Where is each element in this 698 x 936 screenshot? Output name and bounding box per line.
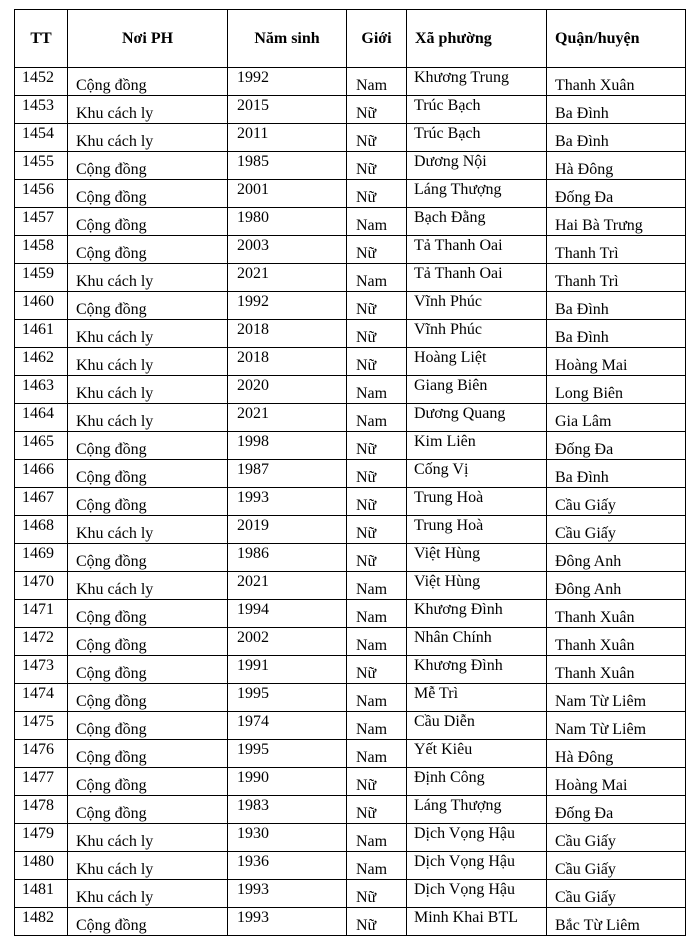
cell-tt: 1466 [15, 460, 68, 488]
cell-noi-ph: Cộng đồng [68, 600, 228, 628]
cell-quan-huyen: Cầu Giấy [547, 852, 686, 880]
table-row [15, 460, 686, 488]
cell-nam-sinh: 1995 [228, 684, 347, 712]
cell-tt: 1482 [15, 908, 68, 936]
header-gioi: Giới [347, 10, 407, 68]
cell-xa-phuong: Dịch Vọng Hậu [407, 824, 547, 852]
cell-xa-phuong: Khương Trung [407, 68, 547, 96]
header-row [15, 10, 686, 68]
cell-xa-phuong: Dịch Vọng Hậu [407, 880, 547, 908]
cell-nam-sinh: 2020 [228, 376, 347, 404]
cell-noi-ph: Cộng đồng [68, 544, 228, 572]
cell-quan-huyen: Ba Đình [547, 320, 686, 348]
cell-tt: 1461 [15, 320, 68, 348]
table-row [15, 208, 686, 236]
cell-quan-huyen: Ba Đình [547, 292, 686, 320]
cell-quan-huyen: Đống Đa [547, 432, 686, 460]
cell-nam-sinh: 2021 [228, 404, 347, 432]
cell-gioi: Nữ [347, 236, 407, 264]
cell-nam-sinh: 1993 [228, 880, 347, 908]
cell-gioi: Nữ [347, 180, 407, 208]
cell-quan-huyen: Hoàng Mai [547, 768, 686, 796]
table-row [15, 852, 686, 880]
cell-gioi: Nữ [347, 768, 407, 796]
cell-noi-ph: Cộng đồng [68, 152, 228, 180]
cell-gioi: Nam [347, 376, 407, 404]
cell-tt: 1452 [15, 68, 68, 96]
cell-tt: 1474 [15, 684, 68, 712]
cell-nam-sinh: 1990 [228, 768, 347, 796]
table-row [15, 824, 686, 852]
cell-tt: 1481 [15, 880, 68, 908]
cell-quan-huyen: Cầu Giấy [547, 516, 686, 544]
header-xa-phuong: Xã phường [407, 10, 547, 68]
cell-quan-huyen: Gia Lâm [547, 404, 686, 432]
cell-gioi: Nam [347, 628, 407, 656]
cell-noi-ph: Khu cách ly [68, 852, 228, 880]
cell-tt: 1477 [15, 768, 68, 796]
cell-tt: 1456 [15, 180, 68, 208]
cell-tt: 1467 [15, 488, 68, 516]
cell-gioi: Nữ [347, 460, 407, 488]
cell-xa-phuong: Dương Nội [407, 152, 547, 180]
cell-gioi: Nam [347, 684, 407, 712]
cell-nam-sinh: 1992 [228, 292, 347, 320]
cell-noi-ph: Cộng đồng [68, 684, 228, 712]
cell-gioi: Nữ [347, 348, 407, 376]
cell-noi-ph: Cộng đồng [68, 740, 228, 768]
cell-quan-huyen: Hai Bà Trưng [547, 208, 686, 236]
cell-quan-huyen: Đống Đa [547, 180, 686, 208]
cell-gioi: Nam [347, 600, 407, 628]
cell-tt: 1471 [15, 600, 68, 628]
cell-gioi: Nữ [347, 488, 407, 516]
cell-tt: 1465 [15, 432, 68, 460]
cell-noi-ph: Cộng đồng [68, 908, 228, 936]
header-quan-huyen: Quận/huyện [547, 10, 686, 68]
cell-gioi: Nữ [347, 796, 407, 824]
header-noi-ph: Nơi PH [68, 10, 228, 68]
cell-tt: 1460 [15, 292, 68, 320]
cell-nam-sinh: 2011 [228, 124, 347, 152]
cell-tt: 1478 [15, 796, 68, 824]
cell-noi-ph: Cộng đồng [68, 208, 228, 236]
table-row [15, 488, 686, 516]
cell-nam-sinh: 2018 [228, 348, 347, 376]
cell-quan-huyen: Long Biên [547, 376, 686, 404]
table-row [15, 348, 686, 376]
cell-quan-huyen: Đống Đa [547, 796, 686, 824]
table-body [15, 68, 686, 936]
header-tt: TT [15, 10, 68, 68]
cell-noi-ph: Cộng đồng [68, 292, 228, 320]
table-row [15, 908, 686, 936]
cell-xa-phuong: Cầu Diễn [407, 712, 547, 740]
cell-gioi: Nữ [347, 320, 407, 348]
table-row [15, 796, 686, 824]
cell-quan-huyen: Thanh Trì [547, 236, 686, 264]
cell-gioi: Nam [347, 404, 407, 432]
cell-noi-ph: Khu cách ly [68, 348, 228, 376]
cell-noi-ph: Cộng đồng [68, 488, 228, 516]
table-row [15, 376, 686, 404]
cell-xa-phuong: Hoàng Liệt [407, 348, 547, 376]
cell-noi-ph: Khu cách ly [68, 824, 228, 852]
cell-noi-ph: Cộng đồng [68, 236, 228, 264]
table-row [15, 404, 686, 432]
cell-gioi: Nam [347, 740, 407, 768]
cell-tt: 1463 [15, 376, 68, 404]
cell-gioi: Nam [347, 824, 407, 852]
cell-xa-phuong: Dương Quang [407, 404, 547, 432]
table-row [15, 768, 686, 796]
cell-quan-huyen: Cầu Giấy [547, 824, 686, 852]
cell-gioi: Nữ [347, 544, 407, 572]
cell-nam-sinh: 1991 [228, 656, 347, 684]
cell-tt: 1473 [15, 656, 68, 684]
cell-nam-sinh: 1974 [228, 712, 347, 740]
cell-noi-ph: Khu cách ly [68, 572, 228, 600]
table-row [15, 320, 686, 348]
cell-tt: 1480 [15, 852, 68, 880]
cell-xa-phuong: Bạch Đằng [407, 208, 547, 236]
cell-gioi: Nữ [347, 908, 407, 936]
cell-noi-ph: Khu cách ly [68, 880, 228, 908]
cell-gioi: Nữ [347, 124, 407, 152]
cell-xa-phuong: Cống Vị [407, 460, 547, 488]
cell-noi-ph: Cộng đồng [68, 460, 228, 488]
cell-quan-huyen: Thanh Xuân [547, 68, 686, 96]
cell-xa-phuong: Yết Kiêu [407, 740, 547, 768]
cell-gioi: Nam [347, 852, 407, 880]
table-row [15, 96, 686, 124]
cell-quan-huyen: Thanh Xuân [547, 600, 686, 628]
cell-nam-sinh: 2001 [228, 180, 347, 208]
cell-noi-ph: Cộng đồng [68, 656, 228, 684]
cell-gioi: Nam [347, 68, 407, 96]
cell-nam-sinh: 2019 [228, 516, 347, 544]
cell-xa-phuong: Việt Hùng [407, 572, 547, 600]
cell-xa-phuong: Việt Hùng [407, 544, 547, 572]
cell-xa-phuong: Trúc Bạch [407, 124, 547, 152]
cell-nam-sinh: 1980 [228, 208, 347, 236]
cell-quan-huyen: Nam Từ Liêm [547, 712, 686, 740]
cell-noi-ph: Khu cách ly [68, 124, 228, 152]
cell-tt: 1458 [15, 236, 68, 264]
cell-noi-ph: Khu cách ly [68, 264, 228, 292]
cell-xa-phuong: Láng Thượng [407, 180, 547, 208]
cell-gioi: Nam [347, 264, 407, 292]
cell-nam-sinh: 1983 [228, 796, 347, 824]
table-row [15, 600, 686, 628]
table-row [15, 712, 686, 740]
cell-gioi: Nam [347, 572, 407, 600]
cell-nam-sinh: 2015 [228, 96, 347, 124]
cell-tt: 1462 [15, 348, 68, 376]
cell-quan-huyen: Ba Đình [547, 124, 686, 152]
cell-gioi: Nữ [347, 292, 407, 320]
cell-nam-sinh: 1992 [228, 68, 347, 96]
cell-nam-sinh: 1993 [228, 908, 347, 936]
cell-xa-phuong: Trúc Bạch [407, 96, 547, 124]
cell-quan-huyen: Đông Anh [547, 572, 686, 600]
cell-tt: 1475 [15, 712, 68, 740]
table-row [15, 264, 686, 292]
cell-nam-sinh: 2003 [228, 236, 347, 264]
cell-gioi: Nam [347, 208, 407, 236]
table-row [15, 180, 686, 208]
cell-noi-ph: Khu cách ly [68, 96, 228, 124]
cell-nam-sinh: 1995 [228, 740, 347, 768]
cell-tt: 1457 [15, 208, 68, 236]
cell-noi-ph: Khu cách ly [68, 404, 228, 432]
cell-xa-phuong: Khương Đình [407, 600, 547, 628]
cell-noi-ph: Cộng đồng [68, 628, 228, 656]
cell-tt: 1476 [15, 740, 68, 768]
case-table [14, 9, 686, 936]
cell-quan-huyen: Thanh Xuân [547, 656, 686, 684]
cell-gioi: Nữ [347, 516, 407, 544]
cell-nam-sinh: 1986 [228, 544, 347, 572]
cell-nam-sinh: 2021 [228, 264, 347, 292]
cell-gioi: Nữ [347, 656, 407, 684]
cell-nam-sinh: 1930 [228, 824, 347, 852]
table-row [15, 684, 686, 712]
table-row [15, 152, 686, 180]
cell-quan-huyen: Ba Đình [547, 96, 686, 124]
cell-tt: 1469 [15, 544, 68, 572]
cell-quan-huyen: Nam Từ Liêm [547, 684, 686, 712]
table-row [15, 292, 686, 320]
cell-xa-phuong: Trung Hoà [407, 516, 547, 544]
cell-nam-sinh: 2021 [228, 572, 347, 600]
cell-nam-sinh: 1994 [228, 600, 347, 628]
cell-tt: 1454 [15, 124, 68, 152]
cell-quan-huyen: Hà Đông [547, 740, 686, 768]
cell-xa-phuong: Láng Thượng [407, 796, 547, 824]
cell-gioi: Nữ [347, 96, 407, 124]
cell-tt: 1455 [15, 152, 68, 180]
cell-xa-phuong: Tả Thanh Oai [407, 264, 547, 292]
cell-quan-huyen: Cầu Giấy [547, 880, 686, 908]
cell-nam-sinh: 2018 [228, 320, 347, 348]
cell-noi-ph: Cộng đồng [68, 796, 228, 824]
cell-gioi: Nam [347, 712, 407, 740]
cell-quan-huyen: Đông Anh [547, 544, 686, 572]
cell-nam-sinh: 1985 [228, 152, 347, 180]
cell-noi-ph: Khu cách ly [68, 320, 228, 348]
cell-xa-phuong: Vĩnh Phúc [407, 292, 547, 320]
table-row [15, 880, 686, 908]
table-row [15, 572, 686, 600]
cell-gioi: Nữ [347, 432, 407, 460]
cell-gioi: Nữ [347, 152, 407, 180]
cell-tt: 1464 [15, 404, 68, 432]
cell-xa-phuong: Tả Thanh Oai [407, 236, 547, 264]
cell-xa-phuong: Định Công [407, 768, 547, 796]
table-row [15, 236, 686, 264]
cell-nam-sinh: 1993 [228, 488, 347, 516]
cell-quan-huyen: Hà Đông [547, 152, 686, 180]
cell-gioi: Nữ [347, 880, 407, 908]
cell-xa-phuong: Kim Liên [407, 432, 547, 460]
table-row [15, 544, 686, 572]
cell-quan-huyen: Cầu Giấy [547, 488, 686, 516]
cell-xa-phuong: Khương Đình [407, 656, 547, 684]
cell-tt: 1470 [15, 572, 68, 600]
table-row [15, 68, 686, 96]
cell-xa-phuong: Vĩnh Phúc [407, 320, 547, 348]
cell-xa-phuong: Dịch Vọng Hậu [407, 852, 547, 880]
cell-noi-ph: Cộng đồng [68, 68, 228, 96]
cell-tt: 1479 [15, 824, 68, 852]
cell-tt: 1468 [15, 516, 68, 544]
cell-xa-phuong: Giang Biên [407, 376, 547, 404]
header-nam-sinh: Năm sinh [228, 10, 347, 68]
cell-xa-phuong: Minh Khai BTL [407, 908, 547, 936]
cell-noi-ph: Cộng đồng [68, 768, 228, 796]
cell-nam-sinh: 1936 [228, 852, 347, 880]
cell-xa-phuong: Nhân Chính [407, 628, 547, 656]
cell-nam-sinh: 2002 [228, 628, 347, 656]
table-row [15, 740, 686, 768]
cell-xa-phuong: Mễ Trì [407, 684, 547, 712]
table-row [15, 516, 686, 544]
cell-noi-ph: Cộng đồng [68, 180, 228, 208]
cell-tt: 1472 [15, 628, 68, 656]
cell-noi-ph: Khu cách ly [68, 376, 228, 404]
cell-quan-huyen: Hoàng Mai [547, 348, 686, 376]
table-row [15, 628, 686, 656]
cell-quan-huyen: Thanh Trì [547, 264, 686, 292]
cell-tt: 1453 [15, 96, 68, 124]
cell-quan-huyen: Thanh Xuân [547, 628, 686, 656]
cell-quan-huyen: Ba Đình [547, 460, 686, 488]
cell-noi-ph: Cộng đồng [68, 712, 228, 740]
cell-tt: 1459 [15, 264, 68, 292]
cell-xa-phuong: Trung Hoà [407, 488, 547, 516]
cell-noi-ph: Cộng đồng [68, 432, 228, 460]
table-row [15, 656, 686, 684]
cell-nam-sinh: 1987 [228, 460, 347, 488]
table-row [15, 124, 686, 152]
cell-quan-huyen: Bắc Từ Liêm [547, 908, 686, 936]
cell-noi-ph: Khu cách ly [68, 516, 228, 544]
cell-nam-sinh: 1998 [228, 432, 347, 460]
table-row [15, 432, 686, 460]
